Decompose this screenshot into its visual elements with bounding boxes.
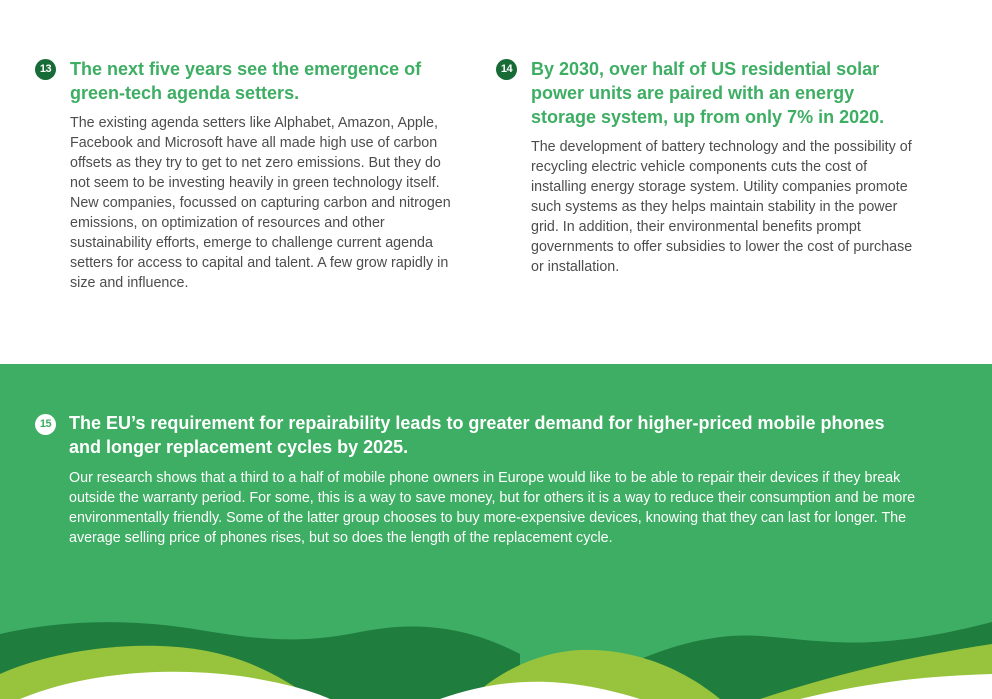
- item-13-number-badge: 13: [35, 59, 56, 80]
- item-15-number-badge: 15: [35, 414, 56, 435]
- item-13-body: The existing agenda setters like Alphabet, Amazon, Apple, Facebook and Microsoft have all made high use of carbon offsets as they try to get to net zero emissions. But they do not seem to be investing heavily in green technology itself. New companies, focussed on capturing carbon and nitrogen emissions, on optimization of resources and other sustainability efforts, emerge to challenge current agenda setters for access to capital and talent. A few grow rapidly in size and influence.: [70, 115, 451, 291]
- predictions-green-section: [0, 364, 992, 699]
- item-15-body: Our research shows that a third to a half of mobile phone owners in Europe would like to be able to repair their devices if they break outside the warranty period. For some, this is a way to save money, but for others it is a way to reduce their consumption and be more environmentally friendly. Some of the latter group chooses to buy more-expensive devices, knowing that they can last for longer. The average selling price of phones rises, but so does the length of the replacement cycle.: [69, 470, 916, 546]
- item-14-heading: By 2030, over half of US residential solar power units are paired with an energy storage system, up from only 7% in 2020.: [531, 59, 885, 127]
- decorative-waves: [0, 614, 992, 699]
- item-15-heading: The EU’s requirement for repairability leads to greater demand for higher-priced mobile phones and longer replacement cycles by 2025.: [69, 413, 885, 457]
- item-14-number-badge: 14: [496, 59, 517, 80]
- item-14-body: The development of battery technology and the possibility of recycling electric vehicle components cuts the cost of installing energy storage system. Utility companies promote such systems as they helps maintain stability in the power grid. In addition, their environmental benefits prompt governments to offer subsidies to lower the cost of purchase or installation.: [531, 139, 913, 275]
- item-13-heading: The next five years see the emergence of green-tech agenda setters.: [70, 59, 422, 103]
